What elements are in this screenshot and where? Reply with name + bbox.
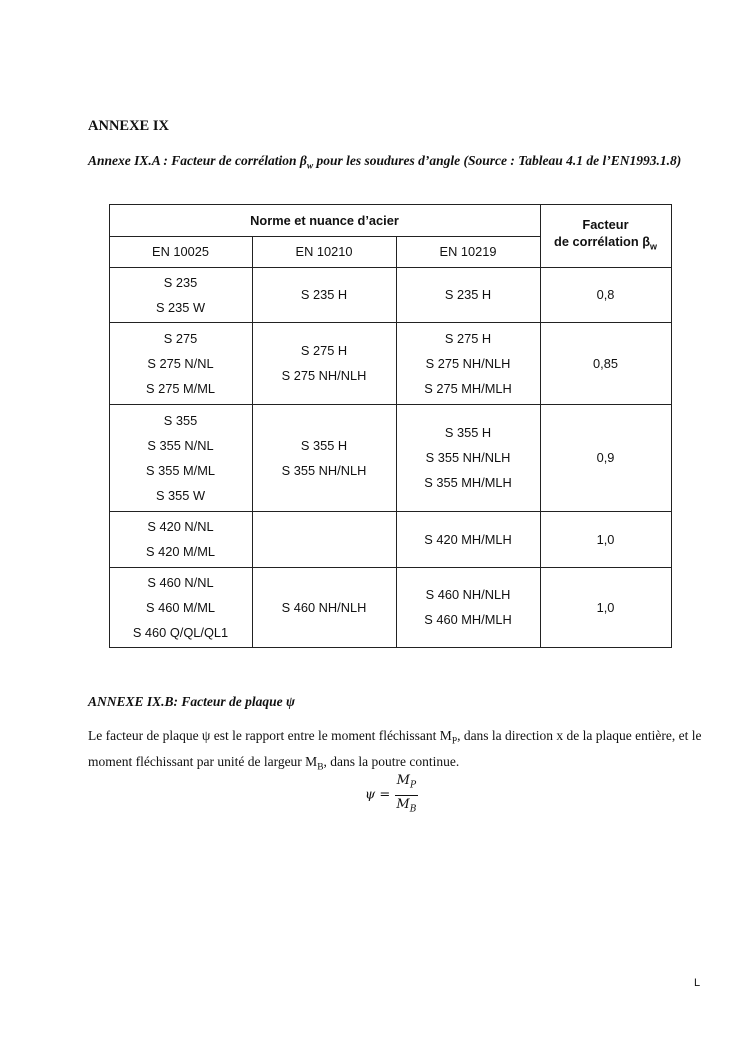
annex-ix-a-title [88, 150, 688, 178]
grade: S 355 N/NL [147, 437, 214, 453]
grade: S 355 H [444, 425, 492, 440]
table-cell-en10025 [109, 267, 252, 322]
header-factor-sub: w [650, 241, 657, 252]
table-cell-en10210 [252, 322, 396, 404]
annex-ix-b-title: ANNEXE IX.B: Facteur de plaque ψ [88, 694, 296, 709]
grade: S 275 H [300, 343, 348, 358]
formula-denominator [394, 796, 418, 819]
grade: S 275 N/NL [147, 355, 214, 371]
header-factor-line2-text: de corrélation β [554, 233, 651, 249]
grade: S 355 W [155, 487, 206, 503]
subtitle-prefix: Annexe IX.A : Facteur de corrélation β [88, 153, 307, 168]
column-header-en10025: EN 10025 [152, 244, 209, 259]
table-cell-en10025 [109, 567, 252, 647]
subtitle-suffix: pour les soudures d’angle (Source : Tableau 4.1 de l’EN1993.1.8) [313, 153, 682, 168]
grade: S 235 H [300, 287, 348, 302]
numerator-symbol: M [396, 773, 410, 788]
table-cell-factor: 1,0 [596, 531, 615, 547]
formula-lhs: ψ = [365, 787, 391, 803]
grade: S 235 W [155, 299, 206, 315]
grade: S 355 NH/NLH [425, 450, 511, 465]
table-cell-en10219 [396, 404, 540, 511]
table-cell-en10219 [396, 511, 540, 567]
denominator-sub: B [409, 804, 417, 815]
grade: S 460 NH/NLH [425, 587, 511, 602]
header-factor-line2 [554, 233, 657, 256]
table-cell-en10210 [252, 404, 396, 511]
table-cell-en10219 [396, 322, 540, 404]
table-cell-factor: 0,85 [593, 355, 618, 371]
grade: S 275 NH/NLH [281, 368, 367, 383]
table-cell-en10219 [396, 267, 540, 322]
column-header-en10210: EN 10210 [295, 244, 353, 259]
table-cell-en10210 [252, 267, 396, 322]
grade: S 420 N/NL [147, 519, 214, 534]
grade: S 355 [163, 412, 198, 428]
subtitle-sub: w [306, 161, 314, 172]
formula-fraction [394, 772, 418, 818]
grade: S 275 M/ML [146, 380, 215, 396]
table-cell-factor: 1,0 [596, 599, 615, 615]
plate-factor-formula [365, 772, 418, 818]
grade: S 460 N/NL [147, 574, 214, 590]
paragraph-part3: , dans la poutre continue. [323, 753, 460, 769]
paragraph-sub-p: P [451, 736, 458, 747]
grade: S 275 [163, 330, 198, 346]
header-factor-line1: Facteur [582, 216, 629, 232]
table-cell-en10025 [109, 404, 252, 511]
page-number: L [694, 977, 701, 989]
grade: S 355 MH/MLH [424, 475, 512, 490]
grade: S 460 NH/NLH [281, 599, 367, 615]
grade: S 275 MH/MLH [424, 380, 512, 396]
grade: S 460 MH/MLH [424, 612, 512, 627]
table-cell-en10025 [109, 322, 252, 404]
paragraph-part1: Le facteur de plaque ψ est le rapport entre le moment fléchissant M [88, 728, 452, 743]
denominator-symbol: M [396, 796, 410, 812]
header-correlation-factor [540, 204, 671, 267]
grade: S 275 NH/NLH [425, 355, 511, 371]
table-cell-en10219 [396, 567, 540, 647]
annex-title: ANNEXE IX [88, 118, 169, 134]
table-cell-en10025 [109, 511, 252, 567]
paragraph-sub-b: B [317, 762, 324, 773]
grade: S 420 M/ML [146, 544, 215, 559]
grade: S 460 M/ML [146, 599, 215, 615]
plate-factor-paragraph [88, 726, 708, 777]
table-cell-factor: 0,8 [596, 287, 615, 302]
grade: S 235 H [444, 287, 492, 302]
column-header-en10219: EN 10219 [439, 244, 497, 259]
grade: S 355 M/ML [146, 462, 215, 478]
header-steel-grade: Norme et nuance d’acier [250, 212, 399, 228]
grade: S 355 H [300, 437, 348, 453]
formula-numerator [395, 772, 418, 796]
grade: S 460 Q/QL/QL1 [132, 624, 229, 640]
paragraph-part2: , dans la direction x de la plaque entière, et le moment fléchissant par unité de largeur M [88, 728, 702, 769]
grade: S 355 NH/NLH [281, 462, 367, 478]
table-cell-en10210-empty [252, 511, 396, 567]
correlation-factor-table [109, 204, 672, 648]
grade: S 275 H [444, 330, 492, 346]
table-cell-factor: 0,9 [596, 450, 615, 465]
grade: S 420 MH/MLH [424, 531, 512, 547]
table-cell-en10210 [252, 567, 396, 647]
numerator-sub: P [409, 780, 417, 791]
grade: S 235 [163, 274, 198, 290]
